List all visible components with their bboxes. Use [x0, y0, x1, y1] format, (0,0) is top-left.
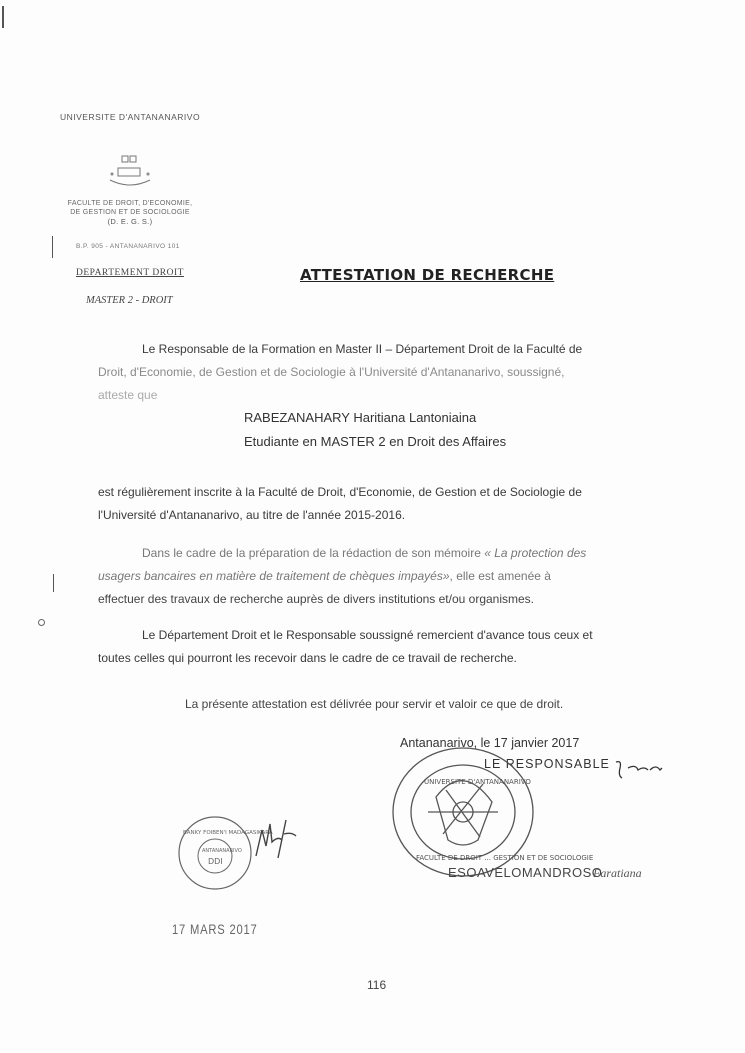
program-name: MASTER 2 - DROIT: [86, 295, 173, 306]
initials-signature-icon: [614, 758, 666, 780]
text-line: toutes celles qui pourront les recevoir dans le cadre de ce travail de recherche.: [98, 651, 517, 665]
place-date: Antananarivo, le 17 janvier 2017: [400, 736, 580, 750]
faculty-address: B.P. 905 - ANTANANARIVO 101: [76, 243, 180, 250]
text-line: l'Université d'Antananarivo, au titre de l'année 2015-2016.: [98, 508, 406, 522]
student-status: Etudiante en MASTER 2 en Droit des Affaires: [244, 434, 507, 449]
received-date-stamp: 17 MARS 2017: [172, 921, 258, 937]
stamp-text: ANTANANARIVO: [202, 848, 242, 854]
stamp-text: FACULTE DE DROIT ... GESTION ET DE SOCIOLOGIE: [416, 854, 594, 862]
stamp-text: BANKY FOIBEN'I MADAGASIKARA: [183, 830, 273, 836]
faculty-line: FACULTE DE DROIT, D'ECONOMIE,: [67, 200, 193, 207]
signatory-role: LE RESPONSABLE: [484, 757, 610, 771]
faculty-line: DE GESTION ET DE SOCIOLOGIE: [70, 209, 190, 216]
university-crest-icon: [100, 150, 160, 192]
faculty-acronym: (D. E. G. S.): [107, 217, 153, 226]
thesis-title-run: « La protection des: [484, 546, 587, 560]
text-line: effectuer des travaux de recherche auprès de divers institutions et/ou organismes.: [98, 592, 535, 606]
thanks-paragraph: [98, 624, 646, 670]
enrolment-paragraph: [98, 481, 646, 527]
text-line: [98, 565, 646, 588]
text-line: Droit, d'Economie, de Gestion et de Sociologie à l'Université d'Antananarivo, soussigné,: [98, 365, 565, 379]
university-name: UNIVERSITE D'ANTANANARIVO: [60, 112, 201, 122]
thesis-title-run: usagers bancaires en matière de traitement de chèques impayés»: [98, 569, 450, 583]
student-name: RABEZANAHARY Haritiana Lantoniaina: [244, 410, 477, 425]
text-run: , elle est amenée à: [449, 569, 551, 583]
context-paragraph: [98, 542, 646, 611]
scan-margin-line: [53, 574, 54, 592]
text-run: Dans le cadre de la préparation de la rédaction de son mémoire: [142, 546, 481, 560]
page-number: 116: [367, 978, 387, 992]
department-name: DEPARTEMENT DROIT: [76, 268, 184, 278]
punch-hole-mark: [38, 619, 45, 626]
bank-officer-signature-icon: [252, 816, 300, 860]
bank-round-stamp: [176, 814, 273, 892]
text-line: est régulièrement inscrite à la Faculté de Droit, d'Economie, de Gestion et de Sociologie de: [98, 485, 582, 499]
text-line: atteste que: [98, 388, 158, 402]
closing-line: La présente attestation est délivrée pour servir et valoir ce que de droit.: [185, 697, 564, 711]
signer-firstname: Faratiana: [593, 866, 642, 880]
text-line: Le Département Droit et le Responsable soussigné remercient d'avance tous ceux et: [142, 628, 593, 642]
signer-name: ESOAVELOMANDROSO: [448, 865, 603, 880]
text-line: [98, 542, 646, 565]
faculty-block: [60, 199, 200, 226]
scan-margin-line: [2, 6, 4, 28]
stamp-text: UNIVERSITE D'ANTANANARIVO: [424, 778, 531, 786]
intro-paragraph: [98, 338, 646, 407]
scan-margin-line: [52, 236, 53, 258]
stamp-text: DDI: [208, 857, 223, 866]
text-line: Le Responsable de la Formation en Master II – Département Droit de la Faculté de: [142, 342, 583, 356]
document-title: ATTESTATION DE RECHERCHE: [300, 266, 555, 284]
